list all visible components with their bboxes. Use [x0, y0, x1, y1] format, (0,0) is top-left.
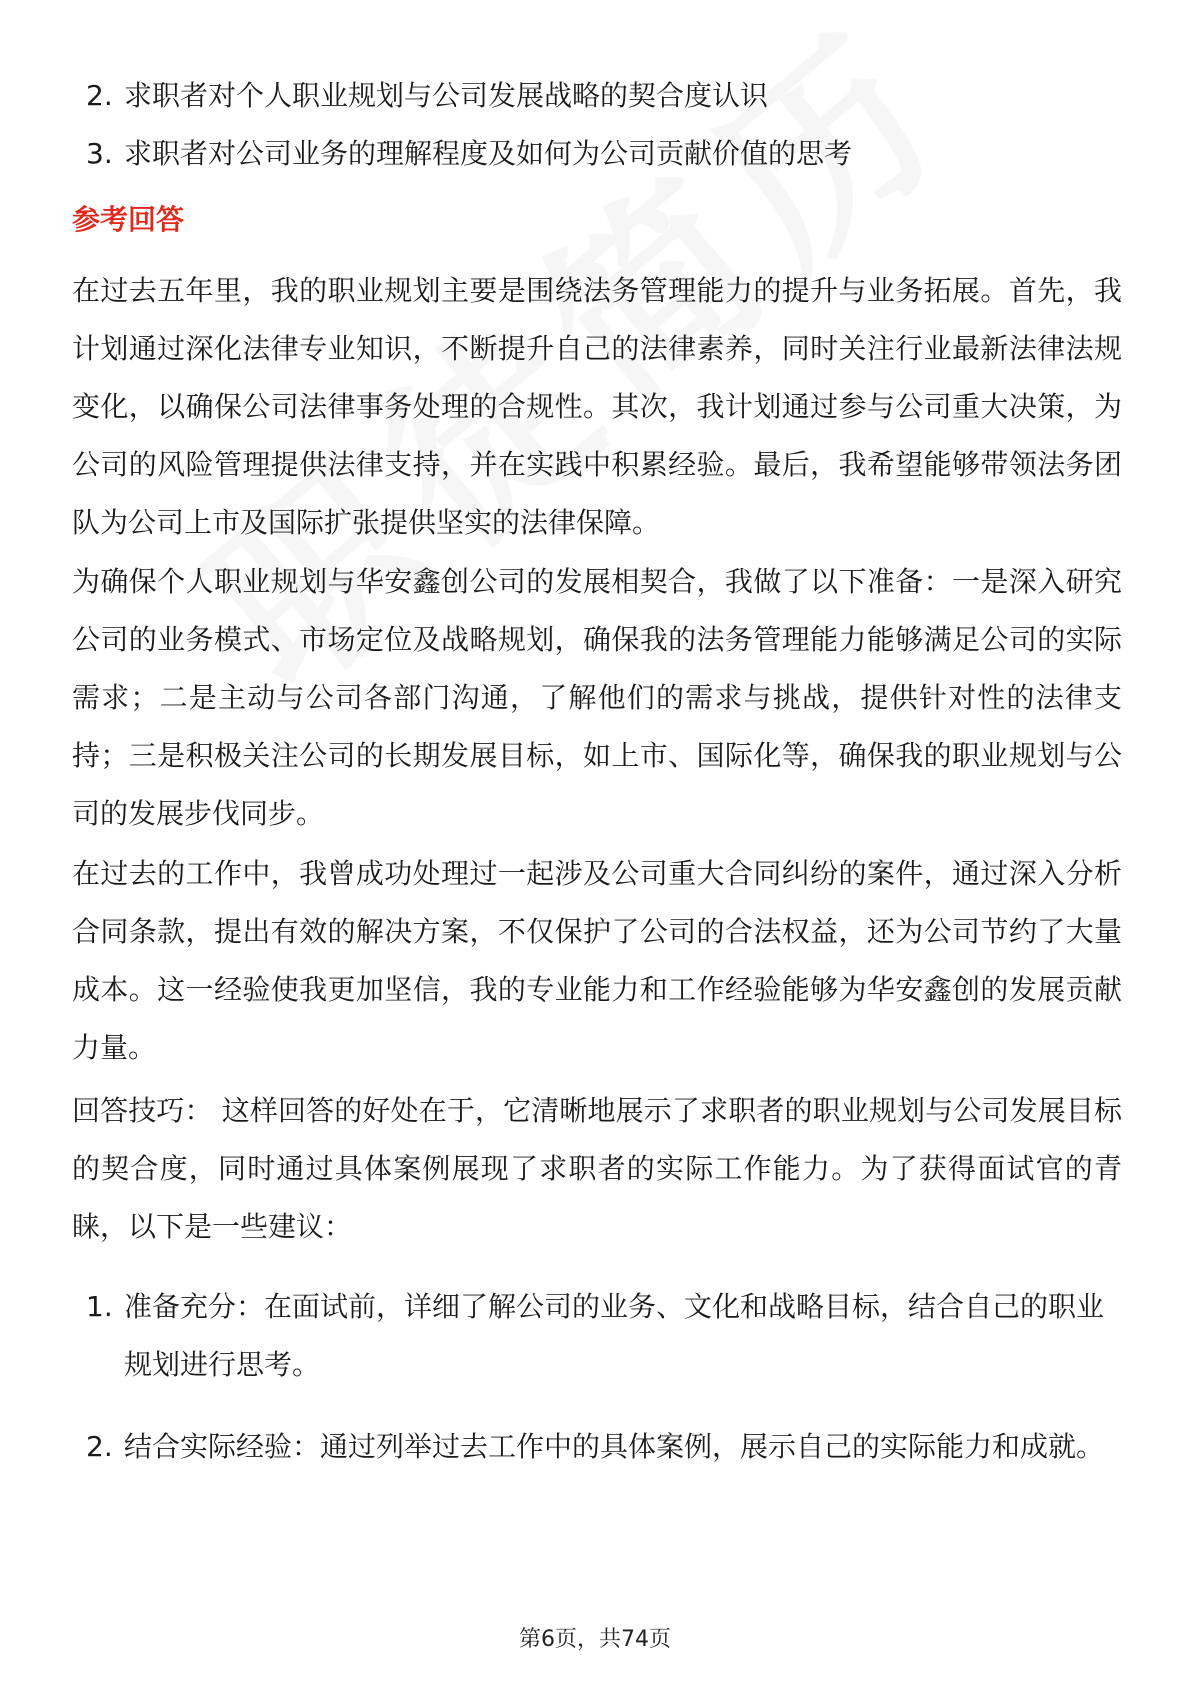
list-item-text: 结合实际经验：通过列举过去工作中的具体案例，展示自己的实际能力和成就。: [124, 1430, 1105, 1463]
list-item: [72, 125, 1122, 183]
question-points-list: [72, 67, 1122, 183]
list-item-number: 2.: [86, 79, 113, 112]
tips-list: [72, 1278, 1122, 1500]
list-item-text: 求职者对个人职业规划与公司发展战略的契合度认识: [124, 79, 769, 112]
page-footer: 第6页，共74页: [519, 1627, 671, 1652]
list-item-text: 准备充分：在面试前，详细了解公司的业务、文化和战略目标，结合自己的职业规划进行思考。: [124, 1290, 1105, 1381]
tips-intro-paragraph: 回答技巧： 这样回答的好处在于，它清晰地展示了求职者的职业规划与公司发展目标的契合度，同时通过具体案例展现了求职者的实际工作能力。为了获得面试官的青睐，以下是一些建议：: [72, 1094, 1122, 1243]
answer-paragraph-1: 在过去五年里，我的职业规划主要是围绕法务管理能力的提升与业务拓展。首先，我计划通过深化法律专业知识，不断提升自己的法律素养，同时关注行业最新法律法规变化，以确保公司法律事务处理的合规性。其次，我计划通过参与公司重大决策，为公司的风险管理提供法律支持，并在实践中积累经验。最后，我希望能够带领法务团队为公司上市及国际扩张提供坚实的法律保障。: [72, 274, 1122, 539]
list-item-number: 3.: [86, 137, 113, 170]
answer-paragraph-2: 为确保个人职业规划与华安鑫创公司的发展相契合，我做了以下准备：一是深入研究公司的业务模式、市场定位及战略规划，确保我的法务管理能力能够满足公司的实际需求；二是主动与公司各部门沟通，了解他们的需求与挑战，提供针对性的法律支持；三是积极关注公司的长期发展目标，如上市、国际化等，确保我的职业规划与公司的发展步伐同步。: [72, 565, 1122, 830]
list-item-number: 2.: [86, 1430, 113, 1463]
list-item: [72, 67, 1122, 125]
answer-paragraph-3: 在过去的工作中，我曾成功处理过一起涉及公司重大合同纠纷的案件，通过深入分析合同条款，提出有效的解决方案，不仅保护了公司的合法权益，还为公司节约了大量成本。这一经验使我更加坚信，我的专业能力和工作经验能够为华安鑫创的发展贡献力量。: [72, 857, 1122, 1064]
list-item-number: 1.: [86, 1290, 113, 1323]
list-item: [72, 1418, 1122, 1476]
list-item: [72, 1278, 1122, 1394]
list-item-text: 求职者对公司业务的理解程度及如何为公司贡献价值的思考: [124, 137, 853, 170]
section-heading: 参考回答: [72, 203, 185, 236]
